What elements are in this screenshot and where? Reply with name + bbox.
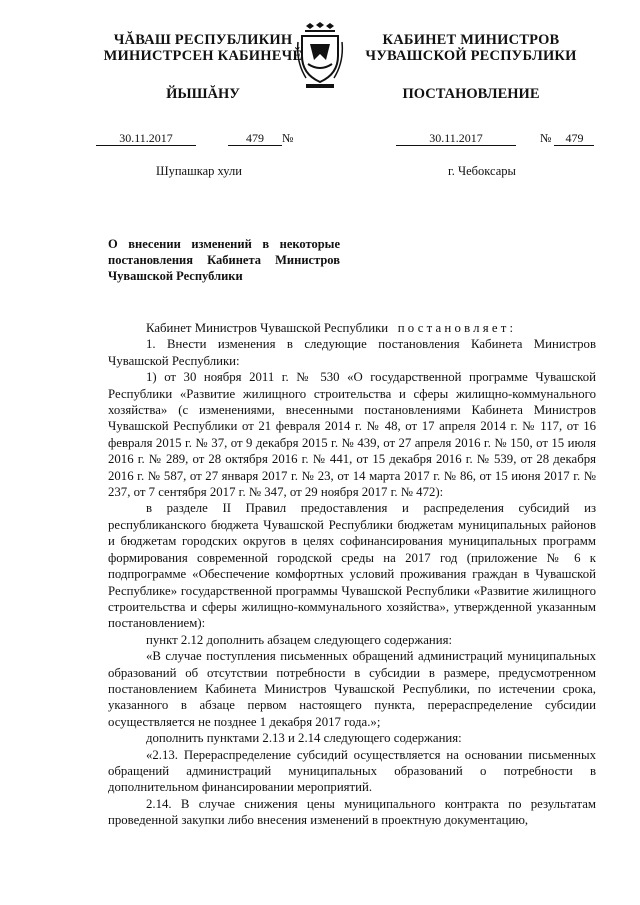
paragraph: «2.13. Перераспределение субсидий осуществляется на основании письменных обращений администраций муниципальных образований о потребности в дополнительном финансировании мероприятий. bbox=[108, 747, 596, 795]
left-date-row bbox=[96, 131, 293, 146]
header-left-line2: МИНИСТРСЕН КАБИНЕЧĔ bbox=[103, 48, 303, 64]
header-right-line1: КАБИНЕТ МИНИСТРОВ bbox=[382, 32, 560, 48]
intro-text: Кабинет Министров Чувашской Республики bbox=[146, 321, 389, 335]
paragraph: 1. Внести изменения в следующие постановления Кабинета Министров Чувашской Республики: bbox=[108, 337, 596, 368]
emblem-icon bbox=[296, 22, 344, 92]
header-left bbox=[78, 32, 328, 103]
paragraph: «В случае поступления письменных обращений администраций муниципальных образований об отсутствии потребности в субсидии в размере, предусмотренном постановлением Кабинета Министров Чувашской Республики, по истечении срока, указанного в абзаце первом настоящего пункта, перераспределение субсидии осуществляется не позднее 1 декабря 2017 года.»; bbox=[108, 649, 596, 729]
right-place: г. Чебоксары bbox=[448, 164, 516, 178]
paragraph: 1) от 30 ноября 2011 г. № 530 «О государственной программе Чувашской Республики «Развитие жилищного строительства и сферы жилищно-коммунального хозяйства» (с изменениями, внесенными постановлениями Кабинета Министров Чувашской Республики от 21 февраля 2014 г. № 48, от 17 апреля 2014 г. № 117, от 16 февраля 2015 г. № 37, от 9 декабря 2015 г. № 439, от 27 апреля 2016 г. № 150, от 15 июля 2016 г. № 289, от 28 октября 2016 г. № 441, от 15 декабря 2016 г. № 539, от 28 декабря 2016 г. № 587, от 27 января 2017 г. № 23, от 14 марта 2017 г. № 86, от 15 июня 2017 г. № 237, от 7 сентября 2017 г. № 347, от 29 ноября 2017 г. № 472): bbox=[108, 370, 596, 500]
header-right-line2: ЧУВАШСКОЙ РЕСПУБЛИКИ bbox=[365, 48, 577, 64]
header-right-doc-type: ПОСТАНОВЛЕНИЕ bbox=[402, 86, 540, 102]
document-body bbox=[108, 320, 596, 829]
left-number: 479 bbox=[228, 131, 282, 146]
intro-paragraph bbox=[108, 320, 596, 336]
header-left-line1: ЧĂВАШ РЕСПУБЛИКИН bbox=[113, 32, 293, 48]
header-left-doc-type: ЙЫШĂНУ bbox=[166, 86, 240, 102]
header-right bbox=[356, 32, 586, 103]
right-date-row bbox=[396, 131, 594, 146]
paragraph: 2.14. В случае снижения цены муниципального контракта по результатам проведенной закупки либо внесения изменений в проектную документацию, bbox=[108, 796, 596, 828]
paragraph: в разделе II Правил предоставления и распределения субсидий из республиканского бюджета Чувашской Республики бюджетам муниципальных районов и бюджетам городских округов в целях софинансирования муниципальных программ формирования современной городской среды на 2017 год (приложение № 6 к подпрограмме «Обеспечение комфортных условий проживания граждан в Чувашской Республике» государственной программы Чувашской Республики «Развитие жилищного строительства и сферы жилищно-коммунального хозяйства», утвержденной указанным постановлением): bbox=[108, 501, 596, 631]
paragraph: дополнить пунктами 2.13 и 2.14 следующего содержания: bbox=[146, 731, 462, 746]
left-place: Шупашкар хули bbox=[156, 164, 242, 178]
left-date: 30.11.2017 bbox=[96, 131, 196, 146]
right-number: 479 bbox=[554, 131, 594, 146]
document-title: О внесении изменений в некоторые постановления Кабинета Министров Чувашской Республики bbox=[108, 237, 340, 283]
left-number-sign: № bbox=[282, 131, 294, 145]
intro-spaced: постановляет: bbox=[397, 321, 517, 335]
paragraph: пункт 2.12 дополнить абзацем следующего содержания: bbox=[146, 632, 453, 647]
right-date: 30.11.2017 bbox=[396, 131, 516, 146]
right-number-sign: № bbox=[540, 131, 552, 145]
